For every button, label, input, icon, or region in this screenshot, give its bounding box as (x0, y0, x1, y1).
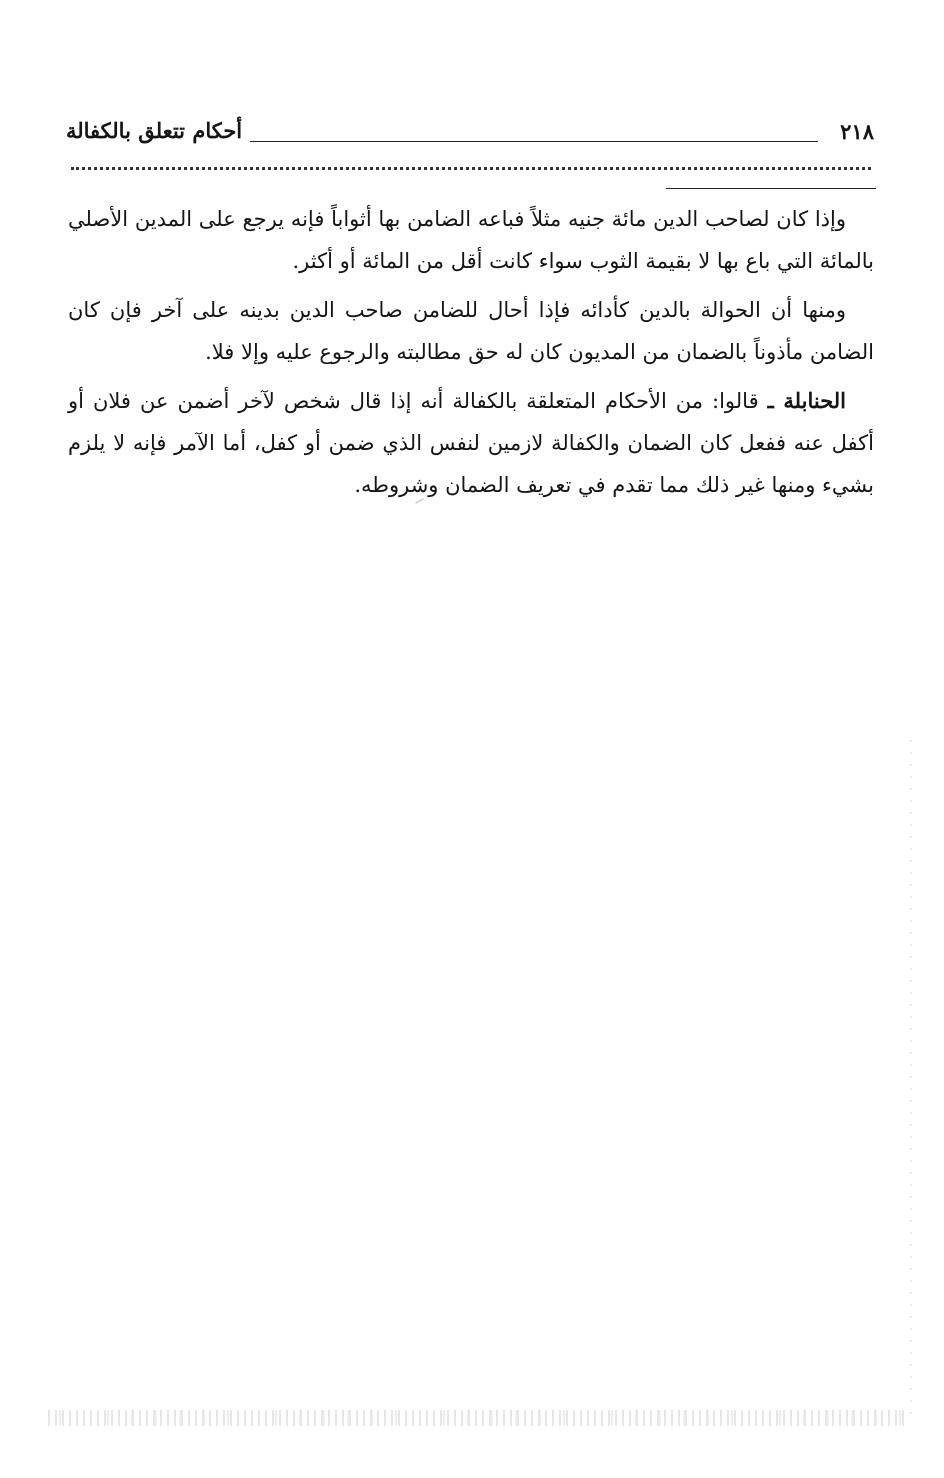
paragraph-repayment-goods (68, 198, 874, 282)
paragraph-text: قالوا: من الأحكام المتعلقة بالكفالة أنه إذا قال شخص لآخر أضمن عن فلان أو أكفل عنه ففعل كان الضمان والكفالة لازمين لنفس الذي ضمن أو كفل، أما الآمر فإنه لا يلزم بشيء ومنها غير ذلك مما تقدم في تعريف الضمان وشروطه. (68, 389, 874, 497)
running-header (66, 116, 874, 156)
header-rule (250, 141, 818, 142)
scan-bottom-noise (48, 1410, 908, 1426)
page-number: ٢١٨ (840, 119, 874, 144)
paragraph-text: وإذا كان لصاحب الدين مائة جنيه مثلاً فباعه الضامن بها أثواباً فإنه يرجع على المدين الأصلي بالمائة التي باع بها لا بقيمة الثوب سواء كانت أقل من المائة أو أكثر. (68, 207, 874, 273)
scan-edge-noise (910, 740, 912, 1420)
madhhab-label: الحنابلة ـ (767, 388, 846, 413)
running-title: أحكام تتعلق بالكفالة (66, 118, 243, 143)
paragraph-hanbali (68, 380, 874, 506)
body-text (68, 198, 874, 513)
paragraph-text: ومنها أن الحوالة بالدين كأدائه فإذا أحال للضامن صاحب الدين بدينه على آخر فإن كان الضامن مأذوناً بالضمان من المديون كان له حق مطالبته والرجوع عليه وإلا فلا. (68, 298, 874, 364)
content-rule (666, 188, 876, 189)
paragraph-transfer (68, 289, 874, 373)
dotted-separator (71, 167, 871, 170)
